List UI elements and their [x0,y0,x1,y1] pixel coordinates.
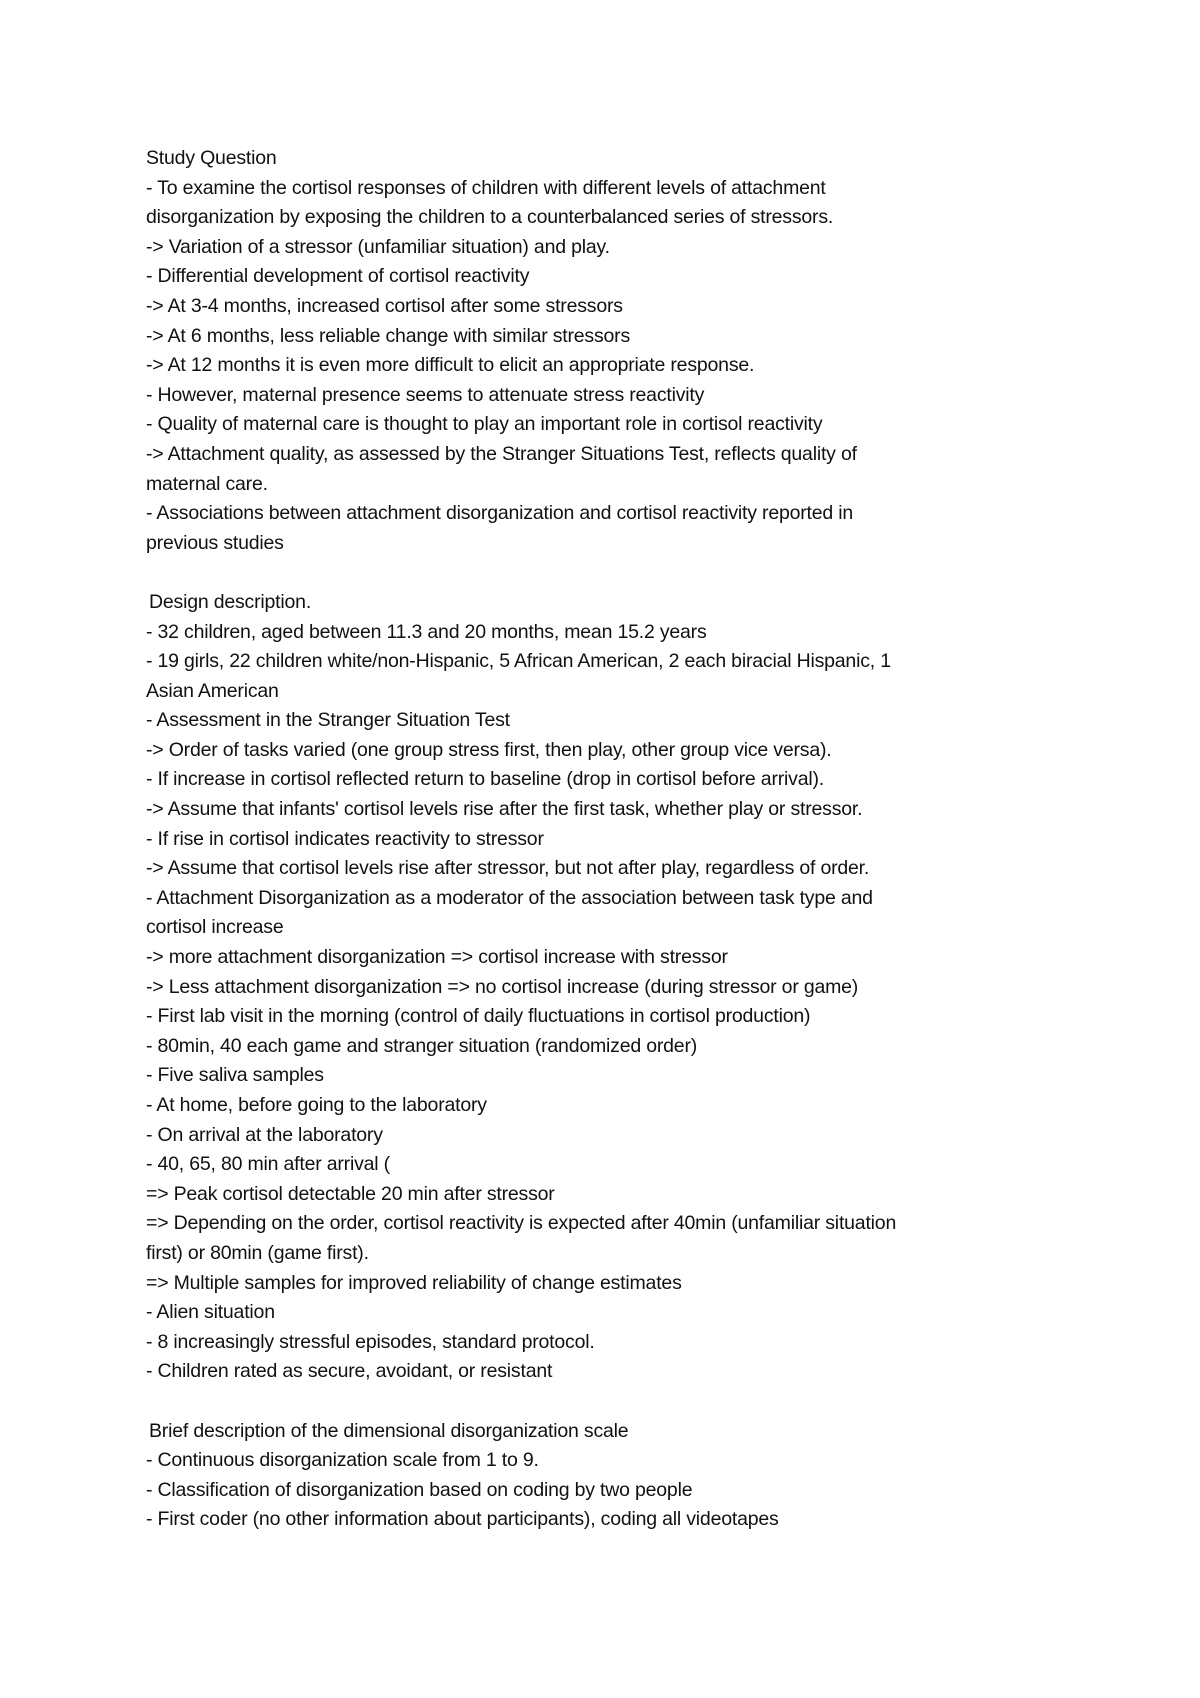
text-line: -> Order of tasks varied (one group stress first, then play, other group vice versa). [146,738,832,761]
text-line: -> Attachment quality, as assessed by the Stranger Situations Test, reflects quality of [146,442,857,465]
text-line: first) or 80min (game first). [146,1241,369,1264]
text-line: -> more attachment disorganization => cortisol increase with stressor [146,946,728,969]
text-line: - 8 increasingly stressful episodes, standard protocol. [146,1330,595,1353]
text-line: - Continuous disorganization scale from 1 to 9. [146,1449,539,1472]
section-design-description [146,588,1046,1387]
text-line: - Five saliva samples [146,1064,324,1087]
text-line: - Alien situation [146,1301,275,1324]
text-line: - If increase in cortisol reflected return to baseline (drop in cortisol before arrival). [146,768,825,791]
text-line: - On arrival at the laboratory [146,1123,383,1146]
text-line: - However, maternal presence seems to attenuate stress reactivity [146,383,705,406]
section-study-question [146,144,1046,558]
document-body [146,144,1046,1535]
section-heading: Study Question [146,147,277,169]
section-heading: Brief description of the dimensional disorganization scale [149,1419,629,1442]
text-line: - If rise in cortisol indicates reactivity to stressor [146,827,544,850]
text-line: - 80min, 40 each game and stranger situation (randomized order) [146,1034,698,1057]
text-line: - Children rated as secure, avoidant, or resistant [146,1360,553,1383]
text-line: => Depending on the order, cortisol reactivity is expected after 40min (unfamiliar situation [146,1212,897,1235]
text-line: => Peak cortisol detectable 20 min after stressor [146,1182,555,1205]
text-line: -> Less attachment disorganization => no cortisol increase (during stressor or game) [146,975,859,998]
text-line: - Quality of maternal care is thought to play an important role in cortisol reactivity [146,413,823,436]
text-line: - Assessment in the Stranger Situation Test [146,709,510,732]
text-line: -> Variation of a stressor (unfamiliar situation) and play. [146,235,610,258]
text-line: cortisol increase [146,916,284,939]
blank-line [146,558,1046,588]
text-line: -> At 12 months it is even more difficult to elicit an appropriate response. [146,354,755,377]
text-line: Asian American [146,679,279,702]
text-line: - Differential development of cortisol reactivity [146,265,530,288]
text-line: - Classification of disorganization based on coding by two people [146,1478,693,1501]
text-line: previous studies [146,531,284,554]
text-line: - At home, before going to the laboratory [146,1094,487,1116]
blank-line [146,1387,1046,1417]
section-disorganization-scale [146,1417,1046,1535]
text-line: => Multiple samples for improved reliability of change estimates [146,1271,682,1294]
text-line: - To examine the cortisol responses of children with different levels of attachment [146,176,826,199]
text-line: - 32 children, aged between 11.3 and 20 months, mean 15.2 years [146,620,707,643]
text-line: - 19 girls, 22 children white/non-Hispanic, 5 African American, 2 each biracial Hispanic, 1 [146,650,891,673]
text-line: -> Assume that infants' cortisol levels rise after the first task, whether play or stressor. [146,798,863,821]
text-line: -> At 3-4 months, increased cortisol after some stressors [146,294,623,317]
section-heading: Design description. [149,590,312,613]
text-line: disorganization by exposing the children to a counterbalanced series of stressors. [146,206,834,229]
text-line: - Associations between attachment disorganization and cortisol reactivity reported in [146,502,854,525]
text-line: maternal care. [146,472,268,495]
text-line: - Attachment Disorganization as a moderator of the association between task type and [146,886,873,909]
text-line: - First coder (no other information about participants), coding all videotapes [146,1508,779,1531]
text-line: - First lab visit in the morning (control of daily fluctuations in cortisol production) [146,1005,811,1028]
text-line: -> At 6 months, less reliable change with similar stressors [146,324,631,347]
text-line: - 40, 65, 80 min after arrival ( [146,1153,390,1176]
text-line: -> Assume that cortisol levels rise after stressor, but not after play, regardless of order. [146,857,870,880]
